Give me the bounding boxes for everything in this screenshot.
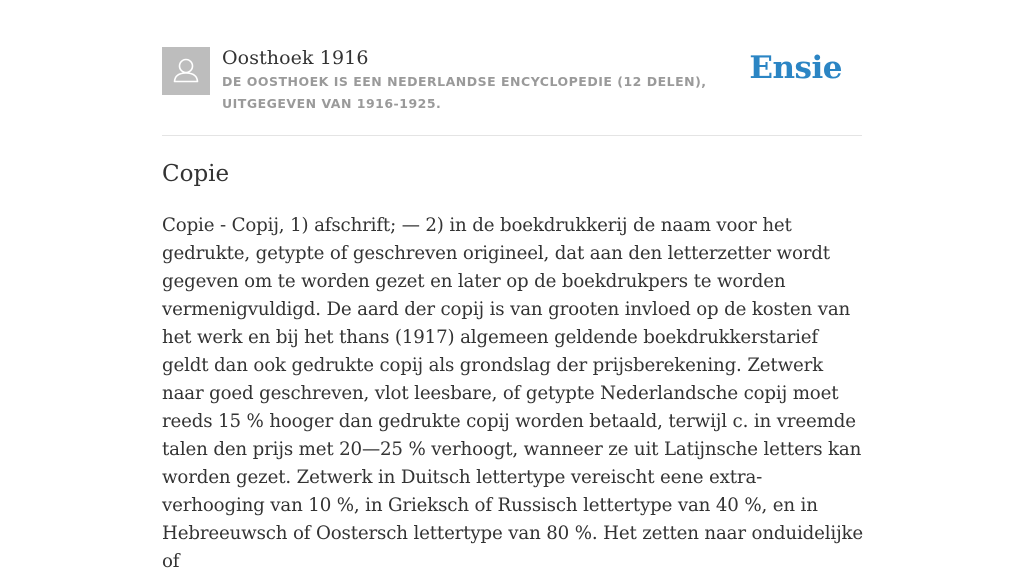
source-header (162, 46, 862, 116)
source-description: DE OOSTHOEK IS EEN NEDERLANDSE ENCYCLOPEDIE (12 DELEN), UITGEGEVEN VAN 1916-1925. (222, 74, 707, 111)
user-icon (162, 47, 210, 95)
ensie-logo[interactable]: Ensie (749, 50, 842, 86)
article-body: Copie - Copij, 1) afschrift; — 2) in de boekdrukkerij de naam voor het gedrukte, getypte of geschreven origineel, dat aan den letterzetter wordt gegeven om te worden gezet en later op de boekdrukpers te worden vermenigvuldigd. De aard der copij is van grooten invloed op de kosten van het werk en bij het thans (1917) algemeen geldende boekdrukkerstarief geldt dan ook gedrukte copij als grondslag der prijsberekening. Zetwerk naar goed geschreven, vlot leesbare, of getypte Nederlandsche copij moet reeds 15 % hooger dan gedrukte copij worden betaald, terwijl c. in vreemde talen den prijs met 20—25 % verhoogt, wanneer ze uit Latijnsche letters kan worden gezet. Zetwerk in Duitsch lettertype vereischt eene extra-verhooging van 10 %, in Grieksch of Russisch lettertype van 40 %, en in Hebreeuwsch of Oostersch lettertype van 80 %. Het zetten naar onduidelijke of (162, 215, 864, 572)
source-title[interactable]: Oosthoek 1916 (222, 47, 369, 69)
divider (162, 135, 862, 136)
source-info (222, 46, 762, 115)
article-title: Copie (162, 161, 230, 187)
